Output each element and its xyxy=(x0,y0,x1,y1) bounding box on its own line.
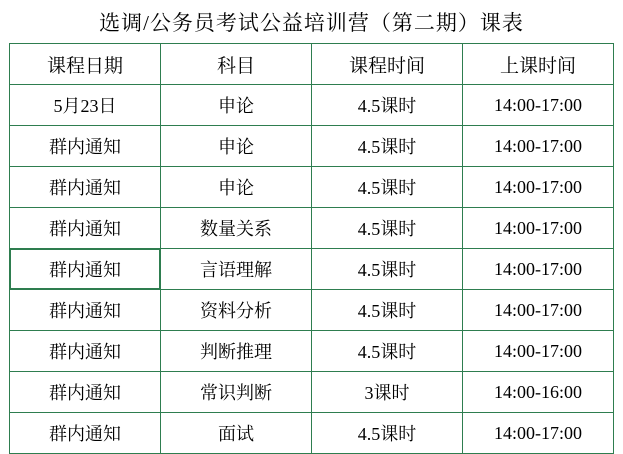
header-row xyxy=(10,44,614,85)
cell-date: 群内通知 xyxy=(10,331,161,372)
cell-time: 14:00-17:00 xyxy=(463,413,614,454)
page-title: 选调/公务员考试公益培训营（第二期）课表 xyxy=(10,1,614,44)
table-row xyxy=(10,85,614,126)
cell-subject: 申论 xyxy=(161,167,312,208)
table-row xyxy=(10,290,614,331)
table-row xyxy=(10,331,614,372)
cell-date: 群内通知 xyxy=(10,290,161,331)
cell-duration: 4.5课时 xyxy=(312,167,463,208)
cell-date: 群内通知 xyxy=(10,372,161,413)
cell-time: 14:00-17:00 xyxy=(463,249,614,290)
cell-time: 14:00-17:00 xyxy=(463,290,614,331)
cell-date: 群内通知 xyxy=(10,249,161,290)
cell-duration: 4.5课时 xyxy=(312,85,463,126)
cell-date: 群内通知 xyxy=(10,167,161,208)
cell-duration: 4.5课时 xyxy=(312,249,463,290)
cell-subject: 常识判断 xyxy=(161,372,312,413)
table-row xyxy=(10,208,614,249)
column-header-subject: 科目 xyxy=(161,44,312,85)
cell-time: 14:00-17:00 xyxy=(463,126,614,167)
cell-date: 群内通知 xyxy=(10,126,161,167)
column-header-duration: 课程时间 xyxy=(312,44,463,85)
cell-date: 群内通知 xyxy=(10,208,161,249)
cell-date: 群内通知 xyxy=(10,413,161,454)
cell-time: 14:00-16:00 xyxy=(463,372,614,413)
table-row xyxy=(10,249,614,290)
cell-duration: 4.5课时 xyxy=(312,331,463,372)
cell-duration: 4.5课时 xyxy=(312,208,463,249)
cell-duration: 4.5课时 xyxy=(312,126,463,167)
cell-time: 14:00-17:00 xyxy=(463,331,614,372)
table-row xyxy=(10,126,614,167)
cell-subject: 申论 xyxy=(161,85,312,126)
cell-time: 14:00-17:00 xyxy=(463,208,614,249)
cell-duration: 4.5课时 xyxy=(312,413,463,454)
cell-duration: 3课时 xyxy=(312,372,463,413)
cell-subject: 申论 xyxy=(161,126,312,167)
cell-subject: 面试 xyxy=(161,413,312,454)
cell-subject: 言语理解 xyxy=(161,249,312,290)
cell-time: 14:00-17:00 xyxy=(463,167,614,208)
cell-time: 14:00-17:00 xyxy=(463,85,614,126)
title-row xyxy=(10,1,614,44)
table-row xyxy=(10,413,614,454)
column-header-date: 课程日期 xyxy=(10,44,161,85)
cell-subject: 数量关系 xyxy=(161,208,312,249)
column-header-time: 上课时间 xyxy=(463,44,614,85)
schedule-table xyxy=(9,0,614,454)
cell-subject: 判断推理 xyxy=(161,331,312,372)
table-row xyxy=(10,372,614,413)
table-row xyxy=(10,167,614,208)
cell-duration: 4.5课时 xyxy=(312,290,463,331)
cell-date: 5月23日 xyxy=(10,85,161,126)
cell-subject: 资料分析 xyxy=(161,290,312,331)
